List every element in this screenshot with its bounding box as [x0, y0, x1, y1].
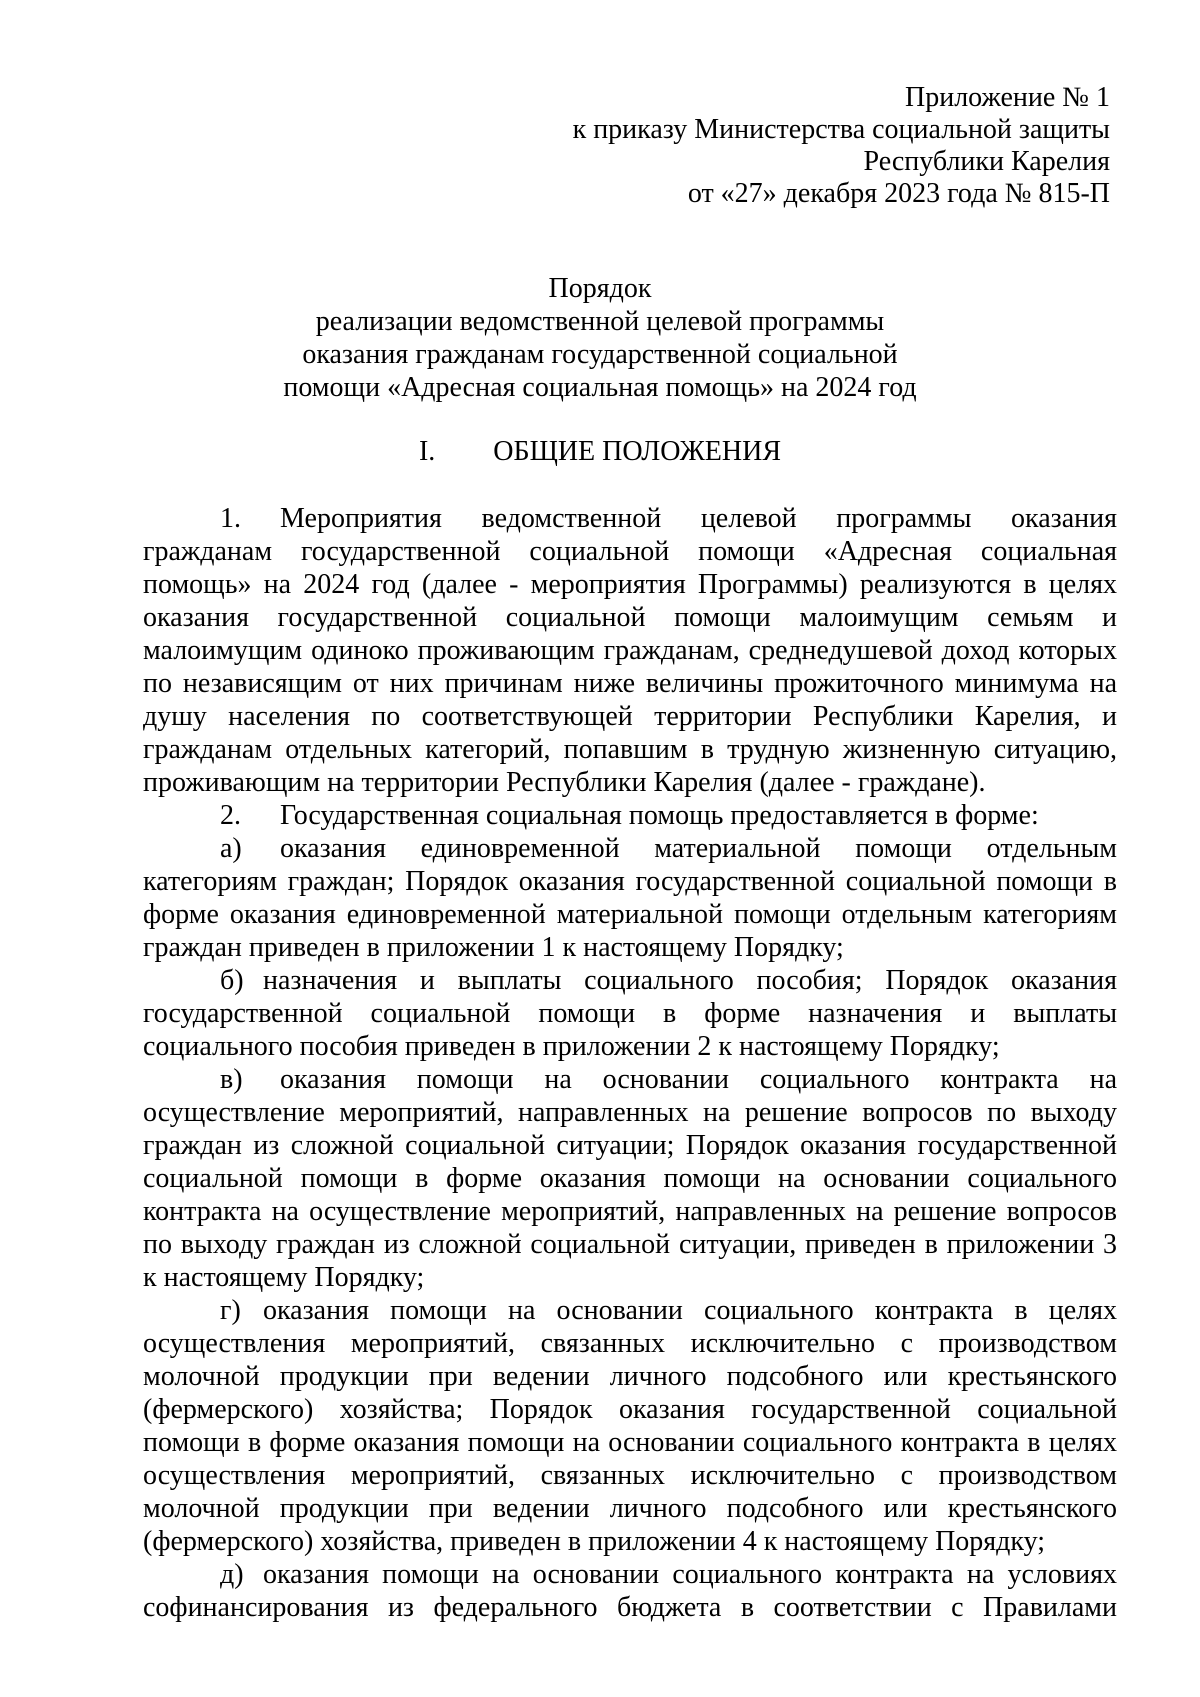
section-heading	[0, 435, 1200, 468]
document-body	[143, 502, 1117, 1624]
paragraph-text: назначения и выплаты социального пособия; Порядок оказания государственной социальной помощи в форме назначения и выплаты социального пособия приведен в приложении 2 к настоящему Порядку;	[143, 965, 1117, 1062]
title-line-3: оказания гражданам государственной социальной	[302, 339, 898, 370]
paragraph-marker: г)	[220, 1295, 241, 1326]
document-title	[0, 272, 1200, 404]
order-date-number: от «27» декабря 2023 года № 815-П	[687, 178, 1110, 209]
paragraph-text: оказания помощи на основании социального контракта на условиях софинансирования из федерального бюджета в соответствии с Правилами	[143, 1559, 1117, 1623]
paragraph-b	[143, 964, 1117, 1063]
paragraph-marker: в)	[220, 1064, 243, 1095]
paragraph-d	[143, 1558, 1117, 1624]
paragraph-1	[143, 502, 1117, 799]
region-name: Республики Карелия	[863, 146, 1110, 177]
paragraph-g	[143, 1294, 1117, 1558]
order-reference: к приказу Министерства социальной защиты	[572, 114, 1110, 145]
appendix-header	[573, 82, 1110, 210]
paragraph-marker: 2.	[220, 800, 241, 831]
section-title: ОБЩИЕ ПОЛОЖЕНИЯ	[493, 436, 782, 467]
paragraph-marker: д)	[220, 1559, 244, 1590]
paragraph-text: оказания единовременной материальной помощи отдельным категориям граждан; Порядок оказания государственной социальной помощи в форме оказания единовременной материальной помощи отдельным категориям граждан приведен в приложении 1 к настоящему Порядку;	[143, 833, 1117, 963]
paragraph-text: Мероприятия ведомственной целевой программы оказания гражданам государственной социальной помощи «Адресная социальная помощь» на 2024 год (далее - мероприятия Программы) реализуются в целях оказания государственной социальной помощи малоимущим семьям и малоимущим одиноко проживающим гражданам, среднедушевой доход которых по независящим от них причинам ниже величины прожиточного минимума на душу населения по соответствующей территории Республики Карелия, и гражданам отдельных категорий, попавшим в трудную жизненную ситуацию, проживающим на территории Республики Карелия (далее - граждане).	[143, 503, 1117, 798]
paragraph-a	[143, 832, 1117, 964]
paragraph-text: Государственная социальная помощь предоставляется в форме:	[280, 800, 1039, 831]
paragraph-marker: а)	[220, 833, 242, 864]
paragraph-text: оказания помощи на основании социального контракта на осуществление мероприятий, направленных на решение вопросов по выходу граждан из сложной социальной ситуации; Порядок оказания государственной социальной помощи в форме оказания помощи на основании социального контракта на осуществление мероприятий, направленных на решение вопросов по выходу граждан из сложной социальной ситуации, приведен в приложении 3 к настоящему Порядку;	[143, 1064, 1117, 1293]
title-line-1: Порядок	[548, 273, 652, 304]
section-number: I.	[418, 436, 436, 467]
paragraph-v	[143, 1063, 1117, 1294]
paragraph-text: оказания помощи на основании социального контракта в целях осуществления мероприятий, связанных исключительно с производством молочной продукции при ведении личного подсобного или крестьянского (фермерского) хозяйства; Порядок оказания государственной социальной помощи в форме оказания помощи на основании социального контракта в целях осуществления мероприятий, связанных исключительно с производством молочной продукции при ведении личного подсобного или крестьянского (фермерского) хозяйства, приведен в приложении 4 к настоящему Порядку;	[143, 1295, 1117, 1557]
title-line-4: помощи «Адресная социальная помощь» на 2024 год	[283, 372, 917, 403]
appendix-number: Приложение № 1	[905, 82, 1110, 113]
title-line-2: реализации ведомственной целевой программы	[315, 306, 885, 337]
paragraph-marker: 1.	[220, 503, 241, 534]
paragraph-2	[143, 799, 1117, 832]
paragraph-marker: б)	[220, 965, 244, 996]
